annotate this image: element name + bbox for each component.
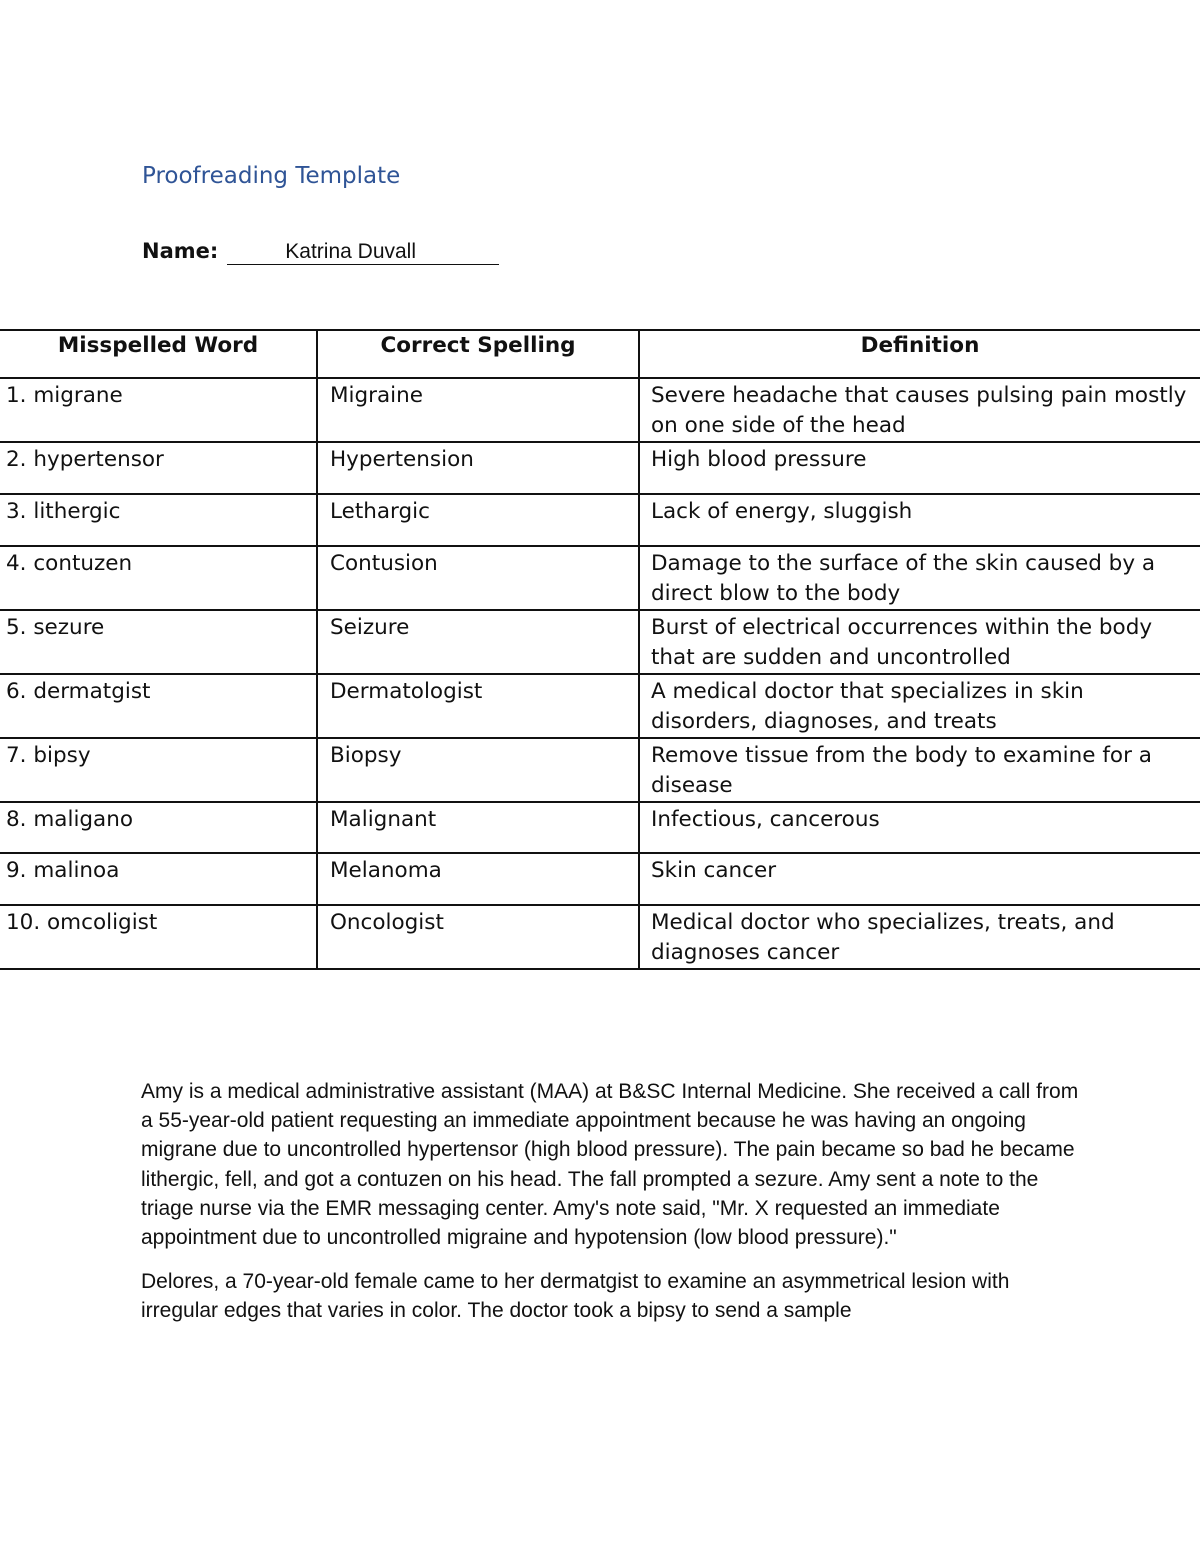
- misspelled-cell: 1. migrane: [0, 378, 317, 442]
- definition-cell: Severe headache that causes pulsing pain mostly on one side of the head: [639, 378, 1200, 442]
- table-row: [0, 546, 1200, 610]
- definition-cell: A medical doctor that specializes in skin disorders, diagnoses, and treats: [639, 674, 1200, 738]
- misspelled-cell: 8. maligano: [0, 802, 317, 853]
- correct-cell: Malignant: [317, 802, 639, 853]
- table-row: [0, 442, 1200, 494]
- table-row: [0, 853, 1200, 905]
- case-narrative: [141, 1077, 1081, 1341]
- definition-cell: Remove tissue from the body to examine for a disease: [639, 738, 1200, 802]
- header-correct-spelling: Correct Spelling: [317, 330, 639, 378]
- name-value: Katrina Duvall: [227, 240, 499, 265]
- correct-cell: Hypertension: [317, 442, 639, 494]
- misspelled-cell: 10. omcoligist: [0, 905, 317, 969]
- definition-cell: Infectious, cancerous: [639, 802, 1200, 853]
- misspelled-cell: 4. contuzen: [0, 546, 317, 610]
- correct-cell: Dermatologist: [317, 674, 639, 738]
- correct-cell: Seizure: [317, 610, 639, 674]
- header-misspelled-word: Misspelled Word: [0, 330, 317, 378]
- header-definition: Definition: [639, 330, 1200, 378]
- definition-cell: Burst of electrical occurrences within the body that are sudden and uncontrolled: [639, 610, 1200, 674]
- misspelled-cell: 2. hypertensor: [0, 442, 317, 494]
- table-row: [0, 905, 1200, 969]
- misspelled-cell: 5. sezure: [0, 610, 317, 674]
- name-field-row: [142, 239, 499, 265]
- misspelled-cell: 9. malinoa: [0, 853, 317, 905]
- misspelled-cell: 6. dermatgist: [0, 674, 317, 738]
- definition-cell: Skin cancer: [639, 853, 1200, 905]
- definition-cell: High blood pressure: [639, 442, 1200, 494]
- correct-cell: Biopsy: [317, 738, 639, 802]
- table-row: [0, 802, 1200, 853]
- table-row: [0, 674, 1200, 738]
- definition-cell: Damage to the surface of the skin caused by a direct blow to the body: [639, 546, 1200, 610]
- correct-cell: Migraine: [317, 378, 639, 442]
- document-title: Proofreading Template: [142, 163, 401, 189]
- name-label: Name:: [142, 239, 219, 263]
- narrative-paragraph-1: Amy is a medical administrative assistant (MAA) at B&SC Internal Medicine. She received a call from a 55-year-old patient requesting an immediate appointment because he was having an ongoing migrane due to uncontrolled hypertensor (high blood pressure). The pain became so bad he became lithergic, fell, and got a contuzen on his head. The fall prompted a sezure. Amy sent a note to the triage nurse via the EMR messaging center. Amy's note said, "Mr. X requested an immediate appointment due to uncontrolled migraine and hypotension (low blood pressure).": [141, 1080, 1079, 1250]
- table-row: [0, 610, 1200, 674]
- misspelled-cell: 7. bipsy: [0, 738, 317, 802]
- table-row: [0, 378, 1200, 442]
- table-row: [0, 738, 1200, 802]
- correct-cell: Oncologist: [317, 905, 639, 969]
- definition-cell: Medical doctor who specializes, treats, and diagnoses cancer: [639, 905, 1200, 969]
- definition-cell: Lack of energy, sluggish: [639, 494, 1200, 546]
- table-header-row: [0, 330, 1200, 378]
- correct-cell: Contusion: [317, 546, 639, 610]
- misspelled-cell: 3. lithergic: [0, 494, 317, 546]
- vocabulary-table: [0, 329, 1200, 970]
- correct-cell: Melanoma: [317, 853, 639, 905]
- table-row: [0, 494, 1200, 546]
- correct-cell: Lethargic: [317, 494, 639, 546]
- narrative-paragraph-2: Delores, a 70-year-old female came to her dermatgist to examine an asymmetrical lesion with irregular edges that varies in color. The doctor took a bipsy to send a sample: [141, 1270, 1010, 1323]
